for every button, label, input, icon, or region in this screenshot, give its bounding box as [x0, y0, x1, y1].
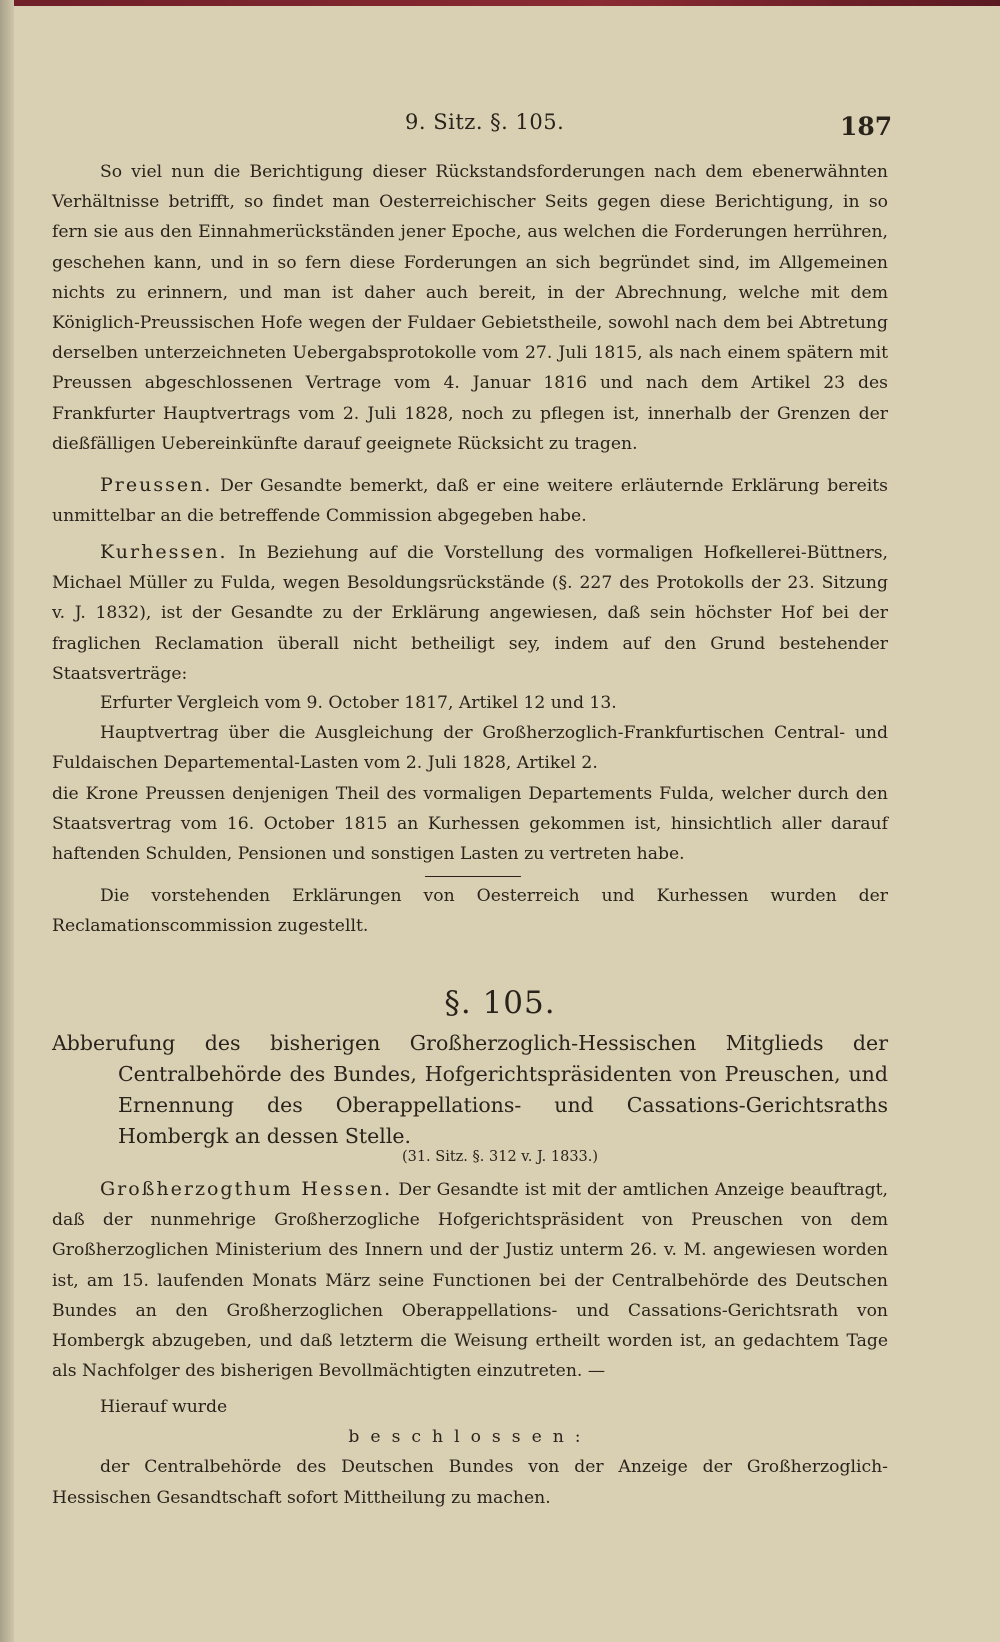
resolution-heading: beschlossen: — [348, 1427, 592, 1448]
paragraph-3-lead: Kurhessen. — [100, 541, 228, 563]
paragraph-6 — [52, 1174, 888, 1386]
paragraph-5: Die vorstehenden Erklärungen von Oesterreich und Kurhessen wurden der Reclamationscommission zugestellt. — [52, 886, 888, 937]
section-citation: (31. Sitz. §. 312 v. J. 1833.) — [401, 1149, 599, 1165]
paragraph-6-block — [52, 1174, 888, 1386]
paragraph-2-block — [52, 470, 888, 531]
paragraph-3-block — [52, 537, 888, 689]
paragraph-3 — [52, 537, 888, 689]
paragraph-2-text: Der Gesandte bemerkt, daß er eine weitere erläuternde Erklärung bereits unmittelbar an die betreffende Commission abgegeben habe. — [52, 476, 888, 527]
paragraph-2-lead: Preussen. — [100, 474, 213, 496]
page-header — [0, 110, 1000, 150]
paragraph-1: So viel nun die Berichtigung dieser Rückstandsforderungen nach dem ebenerwähnten Verhältnisse betrifft, so findet man Oesterreichischer Seits gegen diese Berichtigung, in so fern sie aus den Einnahmerückständen jener Epoche, aus welchen die Forderungen herrühren, geschehen kann, und in so fern diese Forderungen an sich begründet sind, im Allgemeinen nichts zu erinnern, und man ist daher auch bereit, in der Abrechnung, welche mit dem Königlich-Preussischen Hofe wegen der Fuldaer Gebietstheile, sowohl nach dem bei Abtretung derselben unterzeichneten Uebergabsprotokolle vom 27. Juli 1815, als nach einem spätern mit Preussen abgeschlossenen Vertrage vom 4. Januar 1816 und nach dem Artikel 23 des Frankfurter Hauptvertrags vom 2. Juli 1828, noch zu pflegen ist, innerhalb der Grenzen der dießfälligen Uebereinkünfte darauf geeignete Rücksicht zu tragen. — [52, 162, 888, 454]
scan-edge-left — [0, 0, 14, 1642]
resolution-block — [52, 1392, 888, 1513]
paragraph-2 — [52, 470, 888, 531]
paragraph-6-lead: Großherzogthum Hessen. — [100, 1178, 393, 1200]
paragraph-7: Hierauf wurde — [100, 1397, 228, 1417]
divider-rule — [425, 876, 521, 877]
page-number: 187 — [840, 112, 893, 141]
treaty-item-1: Erfurter Vergleich vom 9. October 1817, Artikel 12 und 13. — [100, 693, 617, 713]
paragraph-8: der Centralbehörde des Deutschen Bundes von der Anzeige der Großherzoglich-Hessischen Gesandtschaft sofort Mittheilung zu machen. — [52, 1457, 888, 1508]
paragraph-3-text: In Beziehung auf die Vorstellung des vormaligen Hofkellerei-Büttners, Michael Müller zu Fulda, wegen Besoldungsrückstände (§. 227 des Protokolls der 23. Sitzung v. J. 1832), ist der Gesandte zu der Erklärung angewiesen, daß sein höchster Hof bei der fraglichen Reclamation überall nicht betheiligt sey, indem auf den Grund bestehender Staatsverträge: — [52, 543, 888, 684]
treaty-list — [52, 688, 888, 869]
section-title: Abberufung des bisherigen Großherzoglich-Hessischen Mitglieds der Centralbehörde des Bundes, Hofgerichtspräsidenten von Preuschen, und Ernennung des Oberappellations- und Cassations-Gerichtsraths Hombergk an dessen Stelle. — [52, 1031, 888, 1148]
treaty-item-2: Hauptvertrag über die Ausgleichung der Großherzoglich-Frankfurtischen Central- und Fuldaischen Departemental-Lasten vom 2. Juli 1828, Artikel 2. — [52, 723, 888, 774]
paragraph-1-block — [52, 157, 888, 459]
scan-edge-top — [0, 0, 1000, 6]
paragraph-4: die Krone Preussen denjenigen Theil des vormaligen Departements Fulda, welcher durch den Staatsvertrag vom 16. October 1815 an Kurhessen gekommen ist, hinsichtlich aller darauf haftenden Schulden, Pensionen und sonstigen Lasten zu vertreten habe. — [52, 783, 888, 865]
section-number: §. 105. — [444, 985, 556, 1021]
paragraph-5-block — [52, 881, 888, 941]
paragraph-6-text: Der Gesandte ist mit der amtlichen Anzeige beauftragt, daß der nunmehrige Großherzogliche Hofgerichtspräsident von Preuschen von dem Großherzoglichen Ministerium des Innern und der Justiz unterm 26. v. M. angewiesen worden ist, am 15. laufenden Monats März seine Functionen bei der Centralbehörde des Deutschen Bundes an den Großherzoglichen Oberappellations- und Cassations-Gerichtsrath von Hombergk abzugeben, und daß letzterm die Weisung ertheilt worden ist, an gedachtem Tage als Nachfolger des bisherigen Bevollmächtigten einzutreten. — — [52, 1180, 889, 1382]
running-head: 9. Sitz. §. 105. — [405, 110, 565, 134]
